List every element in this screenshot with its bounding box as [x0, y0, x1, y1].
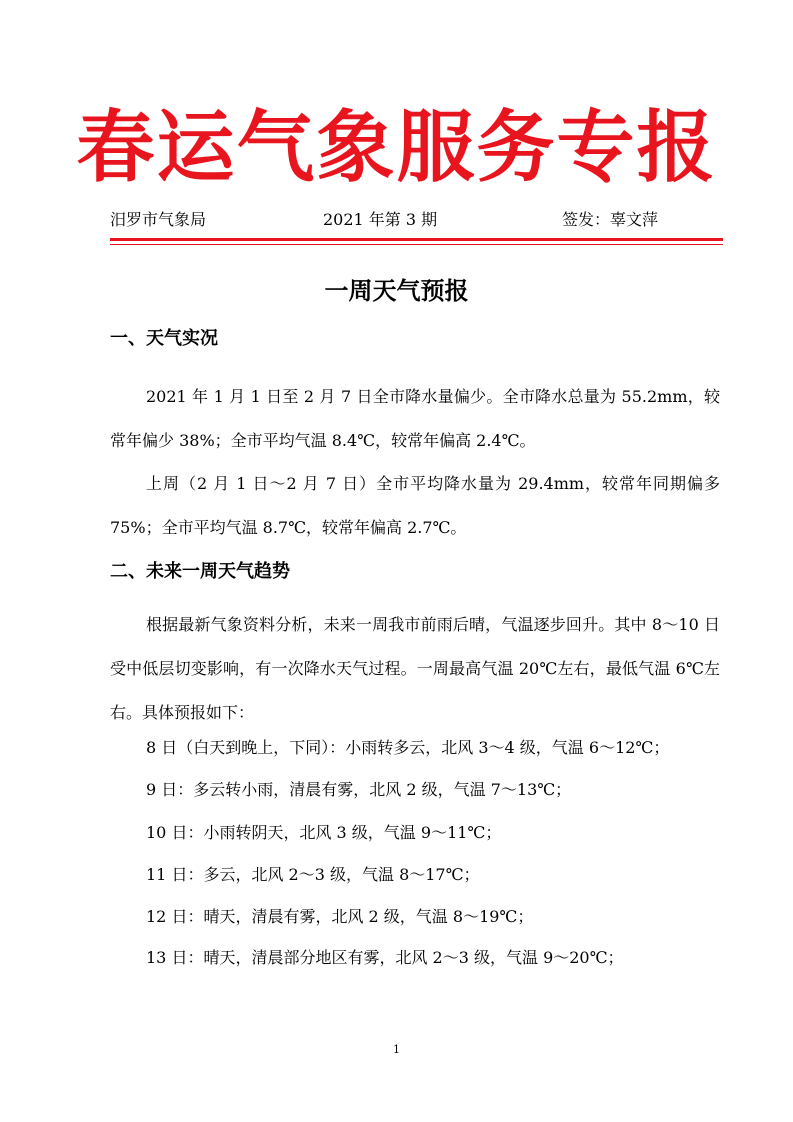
- document-title: 一周天气预报: [324, 277, 469, 305]
- section-heading-weather-observed: 一、天气实况: [110, 328, 218, 349]
- paragraph-last-week: 上周（2 月 1 日～2 月 7 日）全市平均降水量为 29.4mm，较常年同期偏多 75%；全市平均气温 8.7℃，较常年偏高 2.7℃。: [110, 474, 720, 537]
- forecast-day-line: 8 日（白天到晚上，下同）：小雨转多云，北风 3～4 级，气温 6～12℃；: [146, 738, 670, 757]
- section-heading-weekly-trend: 二、未来一周天气趋势: [110, 561, 290, 582]
- issuer-label: 汨罗市气象局: [110, 210, 207, 229]
- forecast-day-line: 13 日：晴天，清晨部分地区有雾，北风 2～3 级，气温 9～20℃；: [146, 948, 624, 967]
- header-divider-thin: [110, 244, 723, 245]
- paragraph-trend-intro: 根据最新气象资料分析，未来一周我市前雨后晴，气温逐步回升。其中 8～10 日受中低层切变影响，有一次降水天气过程。一周最高气温 20℃左右，最低气温 6℃左右。具体预报如下：: [110, 615, 720, 722]
- signatory-label: 签发：辜文萍: [562, 210, 659, 229]
- forecast-day-line: 10 日：小雨转阴天，北风 3 级，气温 9～11℃；: [146, 823, 502, 842]
- header-divider-thick: [110, 238, 723, 241]
- masthead-title: 春运气象服务专报: [76, 103, 717, 193]
- forecast-day-line: 9 日：多云转小雨，清晨有雾，北风 2 级，气温 7～13℃；: [146, 780, 572, 799]
- issue-number: 2021 年第 3 期: [323, 210, 438, 229]
- paragraph-observed-period: 2021 年 1 月 1 日至 2 月 7 日全市降水量偏少。全市降水总量为 55.2mm，较常年偏少 38%；全市平均气温 8.4℃，较常年偏高 2.4℃。: [110, 387, 720, 450]
- forecast-day-line: 12 日：晴天，清晨有雾，北风 2 级，气温 8～19℃；: [146, 907, 534, 926]
- forecast-day-line: 11 日：多云，北风 2～3 级，气温 8～17℃；: [146, 865, 480, 884]
- page-number: 1: [393, 1043, 400, 1056]
